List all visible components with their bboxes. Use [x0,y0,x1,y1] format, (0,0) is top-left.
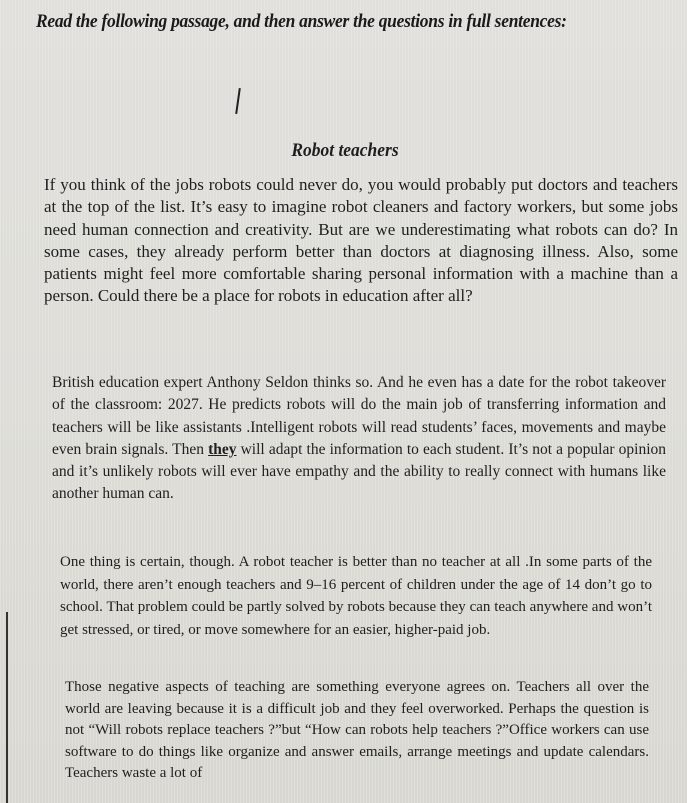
highlighted-word-they: they [208,440,237,458]
paragraph-4: Those negative aspects of teaching are something everyone agrees on. Teachers all over the world are leaving because it is a difficult job and they feel overworked. Perhaps the question is not “Will robots replace teachers ?”but “How can robots help teachers ?”Office workers can use software to do things like organize and answer emails, arrange meetings and update calendars. Teachers waste a lot of [65,679,649,781]
paragraph-2-text-before: British education expert Anthony Seldon thinks so. And he even has a date for the robot takeover of the classroom: 2027. He predicts robots will do the main job of transferring information and teachers will be like assistants .Intelligent robots will read students’ faces, movements and maybe even brain signals. Then [52,374,666,458]
page-edge-line [6,612,8,803]
paragraph-1: If you think of the jobs robots could never do, you would probably put doctors and teachers at the top of the list. It’s easy to imagine robot cleaners and factory workers, but some jobs need human connection and creativity. But are we underestimating what robots can do? In some cases, they already perform better than doctors at diagnosing illness. Also, some patients might feel more comfortable sharing personal information with a machine than a person. Could there be a place for robots in education after all? [44,175,678,306]
pen-mark [235,88,241,114]
paragraph-2 [52,372,666,506]
paragraph-2-text-after: will adapt the information to each student. It’s not a popular opinion and it’s unlikely robots will ever have empathy and the ability to really connect with humans like another human can. [52,440,666,503]
paragraph-3: One thing is certain, though. A robot teacher is better than no teacher at all .In some parts of the world, there aren’t enough teachers and 9–16 percent of children under the age of 14 don’t go to school. That problem could be partly solved by robots because they can teach anywhere and won’t get stressed, or tired, or move somewhere for an easier, higher-paid job. [60,554,652,638]
passage-title: Robot teachers [291,140,399,161]
instructions-heading: Read the following passage, and then answer the questions in full sentences: [36,11,567,32]
